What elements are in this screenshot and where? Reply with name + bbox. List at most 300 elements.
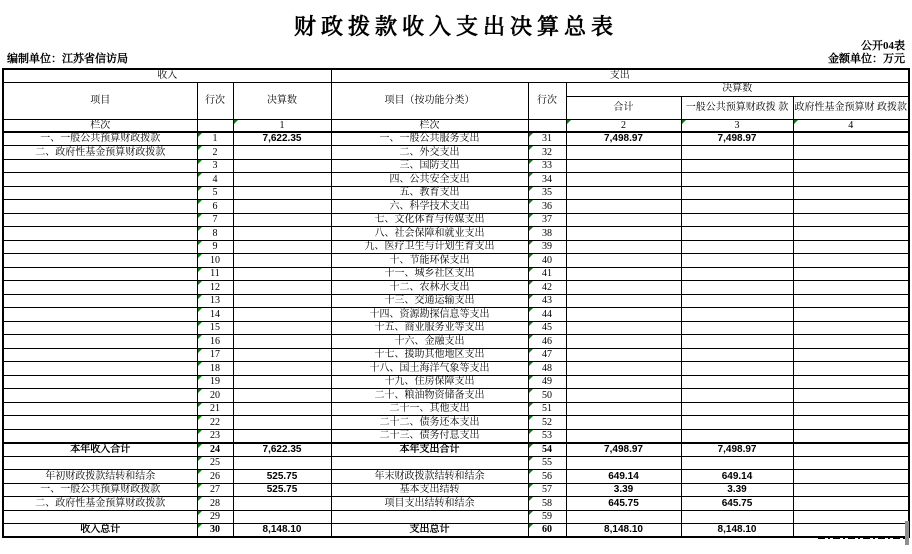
gov-fund-amount-cell	[793, 483, 909, 497]
expense-item-cell: 六、科学技术支出	[331, 200, 528, 214]
meta-row	[7, 50, 905, 66]
expense-item-cell: 支出总计	[331, 524, 528, 538]
row-no-cell: 32	[528, 146, 566, 160]
expense-item-cell: 十四、资源勘探信息等支出	[331, 308, 528, 322]
gov-fund-amount-cell	[793, 348, 909, 362]
income-amount-cell: 8,148.10	[233, 524, 331, 538]
expense-item-cell: 年末财政拨款结转和结余	[331, 470, 528, 484]
table-code: 公开04表	[861, 40, 905, 52]
income-item-cell	[3, 267, 197, 281]
income-amount-cell	[233, 173, 331, 187]
total-amount-cell	[566, 146, 681, 160]
general-budget-amount-cell	[681, 294, 793, 308]
row-no-cell: 40	[528, 254, 566, 268]
general-budget-amount-cell	[681, 308, 793, 322]
general-budget-amount-cell	[681, 213, 793, 227]
gov-fund-amount-cell	[793, 524, 909, 538]
expense-item-cell: 一、一般公共服务支出	[331, 132, 528, 146]
income-item-cell: 二、政府性基金预算财政拨款	[3, 497, 197, 511]
row-no-cell: 12	[197, 281, 233, 295]
table-row	[3, 213, 909, 227]
expense-item-cell: 十一、城乡社区支出	[331, 267, 528, 281]
expense-item-cell: 四、公共安全支出	[331, 173, 528, 187]
row-no-cell: 33	[528, 159, 566, 173]
row-no-cell: 36	[528, 200, 566, 214]
total-amount-cell	[566, 308, 681, 322]
total-amount-cell	[566, 240, 681, 254]
row-no-cell: 41	[528, 267, 566, 281]
income-amount-cell	[233, 416, 331, 430]
total-amount-cell	[566, 362, 681, 376]
income-item-cell	[3, 240, 197, 254]
income-amount-cell	[233, 402, 331, 416]
general-budget-amount-cell	[681, 146, 793, 160]
expense-item-cell: 二十一、其他支出	[331, 402, 528, 416]
row-no-cell: 42	[528, 281, 566, 295]
general-budget-amount-cell	[681, 375, 793, 389]
gov-fund-amount-cell	[793, 308, 909, 322]
general-budget-amount-cell	[681, 429, 793, 443]
gov-fund-amount-cell	[793, 456, 909, 470]
income-amount-cell	[233, 281, 331, 295]
general-budget-amount-cell	[681, 200, 793, 214]
general-budget-amount-cell	[681, 173, 793, 187]
gov-fund-amount-cell	[793, 416, 909, 430]
income-amount-cell	[233, 200, 331, 214]
row-no-cell: 47	[528, 348, 566, 362]
total-amount-cell	[566, 281, 681, 295]
row-no-cell: 60	[528, 524, 566, 538]
total-amount-cell	[566, 294, 681, 308]
row-no-cell: 24	[197, 443, 233, 457]
table-row	[3, 254, 909, 268]
general-budget-amount-cell	[681, 186, 793, 200]
row-no-cell: 20	[197, 389, 233, 403]
income-item-cell	[3, 308, 197, 322]
row-no-cell: 48	[528, 362, 566, 376]
expense-item-cell: 八、社会保障和就业支出	[331, 227, 528, 241]
gov-fund-amount-cell	[793, 227, 909, 241]
expense-item-cell: 十九、住房保障支出	[331, 375, 528, 389]
general-budget-amount-cell	[681, 281, 793, 295]
total-amount-cell: 649.14	[566, 470, 681, 484]
expense-item-cell: 三、国防支出	[331, 159, 528, 173]
table-row	[3, 267, 909, 281]
row-no-cell: 31	[528, 132, 566, 146]
income-amount-cell	[233, 389, 331, 403]
income-amount-cell	[233, 159, 331, 173]
table-row	[3, 483, 909, 497]
total-amount-cell	[566, 267, 681, 281]
table-row	[3, 456, 909, 470]
row-no-cell: 51	[528, 402, 566, 416]
expense-item-cell: 十、节能环保支出	[331, 254, 528, 268]
row-no-cell: 58	[528, 497, 566, 511]
total-amount-cell	[566, 348, 681, 362]
row-no-cell: 13	[197, 294, 233, 308]
table-row	[3, 82, 909, 96]
row-no-cell	[528, 119, 566, 132]
row-no-cell: 38	[528, 227, 566, 241]
total-amount-cell	[566, 389, 681, 403]
row-no-cell: 26	[197, 470, 233, 484]
prepared-by-label: 编制单位：江苏省信访局	[7, 53, 128, 65]
gov-fund-amount-cell	[793, 213, 909, 227]
total-amount-cell	[566, 416, 681, 430]
gov-fund-amount-cell	[793, 267, 909, 281]
gov-fund-amount-cell	[793, 200, 909, 214]
row-no-cell: 8	[197, 227, 233, 241]
income-item-cell	[3, 348, 197, 362]
total-column-header: 合计	[566, 96, 681, 119]
column-index-label: 栏次	[3, 119, 197, 132]
row-no-cell: 27	[197, 483, 233, 497]
income-item-cell: 一、一般公共预算财政拨款	[3, 132, 197, 146]
column-index-3: 3	[681, 119, 793, 132]
gov-fund-amount-cell	[793, 443, 909, 457]
total-amount-cell	[566, 402, 681, 416]
total-amount-cell	[566, 173, 681, 187]
table-row	[3, 186, 909, 200]
income-item-cell	[3, 429, 197, 443]
expenditure-section-header: 支出	[331, 69, 909, 82]
table-row	[3, 321, 909, 335]
income-item-cell	[3, 375, 197, 389]
column-index-row	[3, 119, 909, 132]
row-no-cell	[197, 119, 233, 132]
income-section-header: 收入	[3, 69, 331, 82]
row-no-cell: 54	[528, 443, 566, 457]
total-amount-cell	[566, 456, 681, 470]
income-amount-cell: 525.75	[233, 483, 331, 497]
table-row	[3, 294, 909, 308]
row-no-cell: 56	[528, 470, 566, 484]
income-amount-cell	[233, 267, 331, 281]
expense-item-cell: 十八、国土海洋气象等支出	[331, 362, 528, 376]
general-budget-amount-cell	[681, 389, 793, 403]
income-item-cell	[3, 416, 197, 430]
gov-fund-amount-cell	[793, 186, 909, 200]
income-item-cell	[3, 456, 197, 470]
general-budget-amount-cell: 645.75	[681, 497, 793, 511]
gov-fund-amount-cell	[793, 254, 909, 268]
row-no-cell: 34	[528, 173, 566, 187]
total-amount-cell	[566, 200, 681, 214]
gov-fund-amount-cell	[793, 240, 909, 254]
income-item-header: 项目	[3, 82, 197, 119]
gov-fund-amount-cell	[793, 510, 909, 524]
expense-item-header: 项目（按功能分类）	[331, 82, 528, 119]
general-budget-amount-cell	[681, 456, 793, 470]
column-index-4: 4	[793, 119, 909, 132]
general-budget-amount-cell	[681, 510, 793, 524]
row-no-cell: 10	[197, 254, 233, 268]
income-item-cell	[3, 362, 197, 376]
gov-fund-amount-cell	[793, 294, 909, 308]
income-item-cell	[3, 281, 197, 295]
gov-fund-amount-cell	[793, 173, 909, 187]
table-row	[3, 69, 909, 82]
income-item-cell	[3, 294, 197, 308]
gov-fund-amount-cell	[793, 362, 909, 376]
income-amount-cell	[233, 429, 331, 443]
row-no-header: 行次	[197, 82, 233, 119]
expense-item-cell: 十五、商业服务业等支出	[331, 321, 528, 335]
row-no-cell: 14	[197, 308, 233, 322]
row-no-cell: 57	[528, 483, 566, 497]
total-amount-cell: 3.39	[566, 483, 681, 497]
expense-item-cell: 本年支出合计	[331, 443, 528, 457]
row-no-cell: 43	[528, 294, 566, 308]
row-no-cell: 44	[528, 308, 566, 322]
row-no-cell: 19	[197, 375, 233, 389]
gov-fund-amount-cell	[793, 281, 909, 295]
income-amount-cell	[233, 348, 331, 362]
row-no-cell: 7	[197, 213, 233, 227]
expense-item-cell: 二、外交支出	[331, 146, 528, 160]
expense-item-cell: 十二、农林水支出	[331, 281, 528, 295]
income-item-cell: 一、一般公共预算财政拨款	[3, 483, 197, 497]
table-row	[3, 362, 909, 376]
row-no-cell: 25	[197, 456, 233, 470]
gov-fund-amount-cell	[793, 159, 909, 173]
row-no-cell: 22	[197, 416, 233, 430]
income-amount-cell	[233, 362, 331, 376]
table-row	[3, 173, 909, 187]
income-item-cell	[3, 227, 197, 241]
table-row	[3, 470, 909, 484]
row-no-cell: 6	[197, 200, 233, 214]
row-no-cell: 59	[528, 510, 566, 524]
total-amount-cell: 7,498.97	[566, 132, 681, 146]
expense-item-cell	[331, 510, 528, 524]
total-amount-cell	[566, 375, 681, 389]
income-item-cell: 二、政府性基金预算财政拨款	[3, 146, 197, 160]
income-amount-cell	[233, 335, 331, 349]
gov-fund-column-header: 政府性基金预算财 政拨款	[793, 96, 909, 119]
income-item-cell	[3, 173, 197, 187]
page-break-dashed-line	[818, 537, 906, 539]
row-no-cell: 45	[528, 321, 566, 335]
general-budget-amount-cell	[681, 321, 793, 335]
row-no-cell: 4	[197, 173, 233, 187]
general-budget-amount-cell	[681, 416, 793, 430]
income-amount-cell: 7,622.35	[233, 132, 331, 146]
budget-table	[2, 68, 910, 538]
total-amount-cell: 7,498.97	[566, 443, 681, 457]
income-item-cell	[3, 321, 197, 335]
expense-item-cell: 十七、援助其他地区支出	[331, 348, 528, 362]
row-no-cell: 16	[197, 335, 233, 349]
income-item-cell	[3, 389, 197, 403]
income-item-cell	[3, 402, 197, 416]
income-amount-cell	[233, 213, 331, 227]
table-row	[3, 227, 909, 241]
table-row	[3, 375, 909, 389]
row-no-cell: 39	[528, 240, 566, 254]
row-no-cell: 53	[528, 429, 566, 443]
table-row	[3, 497, 909, 511]
table-row	[3, 308, 909, 322]
income-amount-cell	[233, 497, 331, 511]
table-row	[3, 389, 909, 403]
general-budget-column-header: 一般公共预算财政拨 款	[681, 96, 793, 119]
income-item-cell	[3, 254, 197, 268]
row-no-cell: 18	[197, 362, 233, 376]
income-item-cell: 本年收入合计	[3, 443, 197, 457]
general-budget-amount-cell	[681, 159, 793, 173]
column-index-2: 2	[566, 119, 681, 132]
total-amount-cell	[566, 429, 681, 443]
income-amount-cell	[233, 227, 331, 241]
general-budget-amount-cell: 649.14	[681, 470, 793, 484]
income-amount-header: 决算数	[233, 82, 331, 119]
table-row	[3, 146, 909, 160]
general-budget-amount-cell	[681, 267, 793, 281]
row-no-cell: 50	[528, 389, 566, 403]
general-budget-amount-cell	[681, 254, 793, 268]
income-amount-cell	[233, 186, 331, 200]
income-amount-cell: 525.75	[233, 470, 331, 484]
general-budget-amount-cell: 3.39	[681, 483, 793, 497]
total-amount-cell	[566, 159, 681, 173]
income-item-cell	[3, 510, 197, 524]
total-amount-cell	[566, 510, 681, 524]
table-row	[3, 159, 909, 173]
general-budget-amount-cell	[681, 335, 793, 349]
income-amount-cell	[233, 321, 331, 335]
row-no-cell: 21	[197, 402, 233, 416]
table-row	[3, 416, 909, 430]
row-no-cell: 37	[528, 213, 566, 227]
row-no-cell: 52	[528, 416, 566, 430]
income-item-cell: 年初财政拨款结转和结余	[3, 470, 197, 484]
expense-item-cell: 九、医疗卫生与计划生育支出	[331, 240, 528, 254]
general-budget-amount-cell: 7,498.97	[681, 443, 793, 457]
column-index-1: 1	[233, 119, 331, 132]
table-row	[3, 429, 909, 443]
expense-item-cell	[331, 456, 528, 470]
table-row	[3, 281, 909, 295]
gov-fund-amount-cell	[793, 321, 909, 335]
general-budget-amount-cell: 7,498.97	[681, 132, 793, 146]
income-amount-cell	[233, 146, 331, 160]
income-amount-cell	[233, 308, 331, 322]
row-no-cell: 46	[528, 335, 566, 349]
row-no-cell: 5	[197, 186, 233, 200]
total-amount-cell	[566, 335, 681, 349]
row-no-cell: 9	[197, 240, 233, 254]
table-row	[3, 402, 909, 416]
row-no-cell: 1	[197, 132, 233, 146]
gov-fund-amount-cell	[793, 429, 909, 443]
general-budget-amount-cell	[681, 348, 793, 362]
table-row	[3, 510, 909, 524]
expense-item-cell: 二十二、债务还本支出	[331, 416, 528, 430]
income-item-cell	[3, 200, 197, 214]
row-no-cell: 2	[197, 146, 233, 160]
total-amount-cell	[566, 321, 681, 335]
general-budget-amount-cell	[681, 362, 793, 376]
general-budget-amount-cell: 8,148.10	[681, 524, 793, 538]
row-no-cell: 23	[197, 429, 233, 443]
amount-unit-label: 金额单位：万元	[828, 53, 905, 65]
general-budget-amount-cell	[681, 240, 793, 254]
row-no-cell: 11	[197, 267, 233, 281]
gov-fund-amount-cell	[793, 335, 909, 349]
table-row	[3, 200, 909, 214]
expense-item-cell: 二十、粮油物资储备支出	[331, 389, 528, 403]
expense-item-cell: 七、文化体育与传媒支出	[331, 213, 528, 227]
expense-item-cell: 五、教育支出	[331, 186, 528, 200]
expense-item-cell: 项目支出结转和结余	[331, 497, 528, 511]
gov-fund-amount-cell	[793, 132, 909, 146]
income-amount-cell	[233, 510, 331, 524]
income-amount-cell	[233, 240, 331, 254]
row-no-cell: 15	[197, 321, 233, 335]
page-title: 财政拨款收入支出决算总表	[293, 14, 618, 39]
table-row	[3, 524, 909, 538]
total-amount-cell	[566, 254, 681, 268]
row-no-cell: 30	[197, 524, 233, 538]
row-no-cell: 17	[197, 348, 233, 362]
expense-item-cell: 二十三、债务付息支出	[331, 429, 528, 443]
income-amount-cell	[233, 294, 331, 308]
income-item-cell	[3, 186, 197, 200]
total-amount-cell	[566, 213, 681, 227]
gov-fund-amount-cell	[793, 375, 909, 389]
table-row	[3, 132, 909, 146]
expense-item-cell: 十三、交通运输支出	[331, 294, 528, 308]
table-row	[3, 443, 909, 457]
income-item-cell: 收入总计	[3, 524, 197, 538]
gov-fund-amount-cell	[793, 402, 909, 416]
row-no-cell: 35	[528, 186, 566, 200]
gov-fund-amount-cell	[793, 470, 909, 484]
table-row	[3, 335, 909, 349]
general-budget-amount-cell	[681, 227, 793, 241]
gov-fund-amount-cell	[793, 146, 909, 160]
row-no-cell: 55	[528, 456, 566, 470]
row-no-cell: 49	[528, 375, 566, 389]
table-row	[3, 240, 909, 254]
income-amount-cell	[233, 254, 331, 268]
expense-item-cell: 基本支出结转	[331, 483, 528, 497]
income-amount-cell: 7,622.35	[233, 443, 331, 457]
row-no-cell: 29	[197, 510, 233, 524]
total-amount-cell	[566, 227, 681, 241]
expense-amount-header: 决算数	[566, 82, 909, 96]
income-amount-cell	[233, 456, 331, 470]
gov-fund-amount-cell	[793, 497, 909, 511]
income-item-cell	[3, 213, 197, 227]
general-budget-amount-cell	[681, 402, 793, 416]
table-row	[3, 348, 909, 362]
column-index-label: 栏次	[331, 119, 528, 132]
total-amount-cell: 645.75	[566, 497, 681, 511]
total-amount-cell	[566, 186, 681, 200]
gov-fund-amount-cell	[793, 389, 909, 403]
expense-item-cell: 十六、金融支出	[331, 335, 528, 349]
scrollbar-remnant	[905, 521, 909, 545]
income-item-cell	[3, 159, 197, 173]
total-amount-cell: 8,148.10	[566, 524, 681, 538]
row-no-header: 行次	[528, 82, 566, 119]
row-no-cell: 28	[197, 497, 233, 511]
income-item-cell	[3, 335, 197, 349]
row-no-cell: 3	[197, 159, 233, 173]
income-amount-cell	[233, 375, 331, 389]
